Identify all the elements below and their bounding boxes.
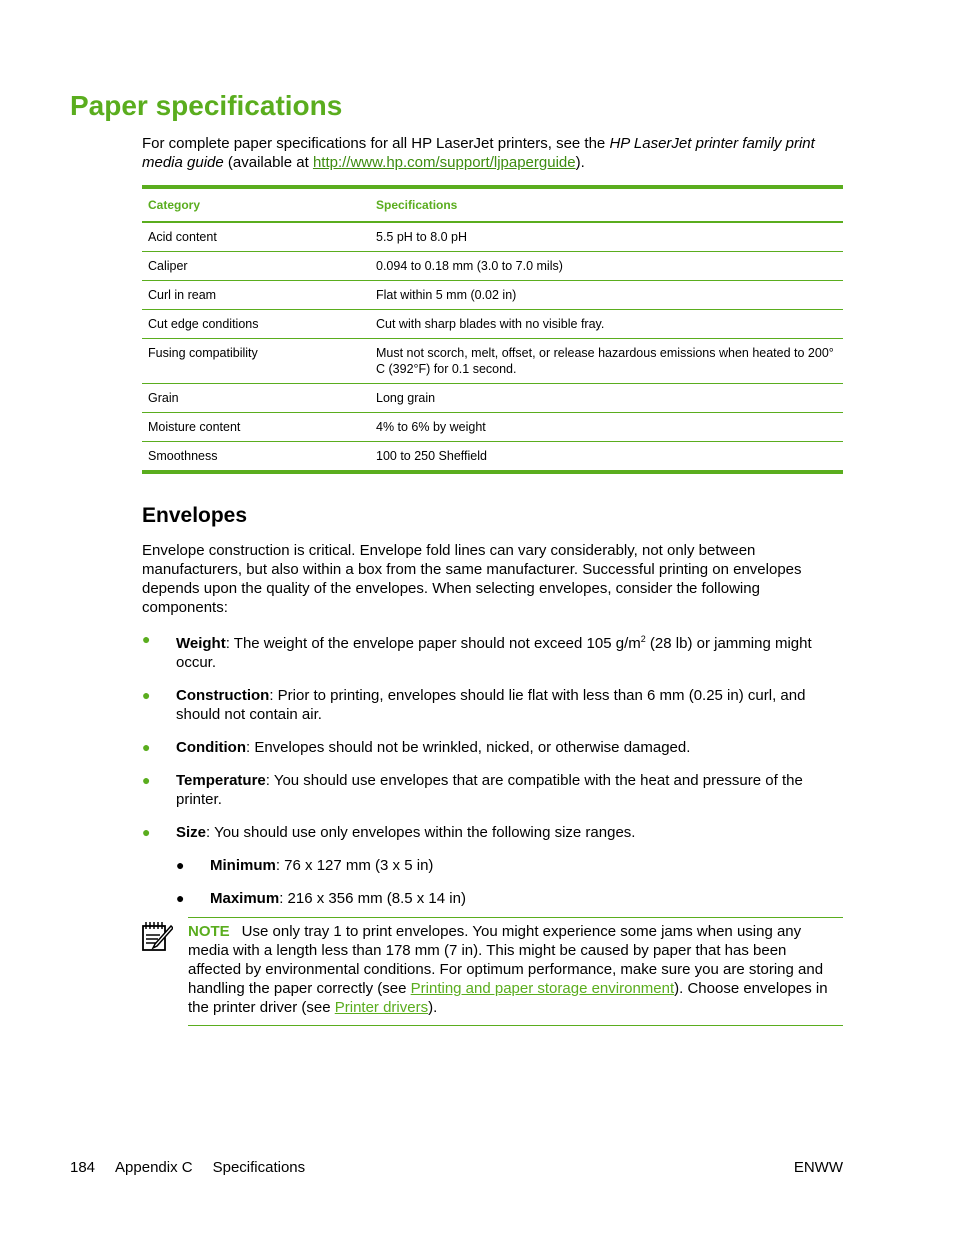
cell-spec: Flat within 5 mm (0.02 in) [370,281,843,310]
page-number: 184 [70,1159,96,1176]
bullet-icon: ● [142,631,151,647]
table-row [142,281,843,310]
page-title: Paper specifications [70,90,343,121]
cell-category: Moisture content [142,413,370,442]
list-item: ● Size: You should use only envelopes within the following size ranges. ● Minimum: 76 x 127 mm (3 x 5 in) ● Maximum: 216 x 356 mm (8.5 x 14 in) [142,823,842,908]
header-specifications: Specifications [370,187,843,222]
cell-spec: 0.094 to 0.18 mm (3.0 to 7.0 mils) [370,252,843,281]
cell-category: Smoothness [148,449,218,463]
note-label: NOTE [188,923,230,940]
table-row [142,222,843,252]
footer-chapter: Specifications [212,1159,306,1176]
envelopes-intro: Envelope construction is critical. Envelope fold lines can vary considerably, not only between manufacturers, but also within a box from the same manufacturer. Successful printing on envelopes depends upon the quality of the envelopes. When selecting envelopes, consider the following components: [142,542,802,616]
cell-category: Fusing compatibility [142,339,370,384]
cell-category: Curl in ream [142,281,370,310]
cell-spec: Long grain [370,384,843,413]
bullet-icon: ● [142,772,151,788]
intro-paragraph: For complete paper specifications for all HP LaserJet printers, see the HP LaserJet printer family print media guide (available at http://www.hp.com/support/ljpaperguide). [142,135,815,171]
list-item: ● Temperature: You should use envelopes that are compatible with the heat and pressure of the printer. [142,772,803,808]
storage-environment-link[interactable]: Printing and paper storage environment [410,980,675,997]
note-box: NOTE Use only tray 1 to print envelopes. You might experience some jams when using any media with a length less than 178 mm (7 in). This might be caused by paper that has been affected by environmental conditions. For optimum performance, make sure you are storing and handling the paper correctly (see Printing and paper storage environment). Choose envelopes in the printer driver (see Printer drivers). [188,917,843,1026]
cell-category: Caliper [142,252,370,281]
list-item: ● Construction: Prior to printing, envelopes should lie flat with less than 6 mm (0.25 in) curl, and should not contain air. [142,687,806,723]
bullet-icon: ● [176,857,185,873]
table-row [142,339,843,384]
envelopes-heading: Envelopes [142,504,248,527]
cell-spec: Cut with sharp blades with no visible fray. [370,310,843,339]
printer-drivers-link[interactable]: Printer drivers [334,999,429,1016]
note-icon [141,920,173,952]
guide-title: HP LaserJet printer family print media guide [142,135,815,171]
bullet-icon: ● [142,687,151,703]
cell-category: Acid content [142,222,370,252]
size-ranges-list [176,856,842,908]
paper-specs-table [142,185,843,474]
page-footer [70,1158,843,1177]
header-category: Category [142,187,370,222]
footer-right: ENWW [793,1159,843,1176]
footer-section: Appendix C [115,1159,193,1176]
cell-category: Grain [142,384,370,413]
cell-spec: 5.5 pH to 8.0 pH [370,222,843,252]
cell-spec: 4% to 6% by weight [370,413,843,442]
bullet-icon: ● [176,890,185,906]
cell-spec: Must not scorch, melt, offset, or release hazardous emissions when heated to 200° C (392°F) for 0.1 second. [370,339,843,384]
table-row [142,442,843,473]
table-row [142,413,843,442]
bullet-icon: ● [142,739,151,755]
table-row [142,310,843,339]
envelope-components-list [142,630,842,922]
paper-guide-link[interactable]: http://www.hp.com/support/ljpaperguide [312,154,576,171]
list-item: ● Weight: The weight of the envelope paper should not exceed 105 $g/m^2$ (28 lb) or jamming might occur. [142,631,812,671]
table-header-row [142,187,843,222]
list-item: ● Minimum: 76 x 127 mm (3 x 5 in) [176,857,434,874]
list-item: ● Condition: Envelopes should not be wrinkled, nicked, or otherwise damaged. [142,739,691,756]
table-row [142,384,843,413]
cell-category: Cut edge conditions [142,310,370,339]
table-row [142,252,843,281]
list-item: ● Maximum: 216 x 356 mm (8.5 x 14 in) [176,890,466,907]
bullet-icon: ● [142,824,151,840]
cell-spec: 100 to 250 Sheffield [376,449,487,463]
